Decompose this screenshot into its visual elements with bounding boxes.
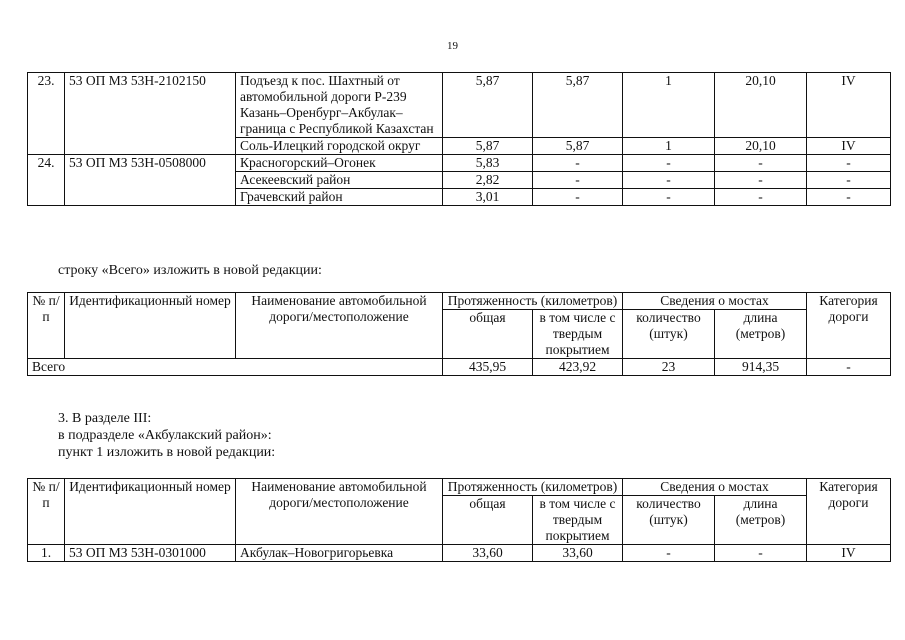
total-row [28,359,891,376]
roads-total-table [27,292,891,376]
header-bridges: Сведения о мостах [623,293,807,310]
road-category: - [807,359,891,376]
akbulak-roads-table [27,478,891,562]
hard-surface-length: 33,60 [533,545,623,562]
instruction-text: в подразделе «Акбулакский район»: [58,428,272,443]
road-category: IV [807,138,891,155]
bridge-count: - [623,172,715,189]
header-hard: в том числе с твердым покрытием [533,496,623,545]
header-total: общая [443,310,533,359]
header-count: количество (штук) [623,496,715,545]
header-bridges: Сведения о мостах [623,479,807,496]
road-category: - [807,155,891,172]
road-category: IV [807,545,891,562]
instruction-text: строку «Всего» изложить в новой редакции: [58,263,322,278]
road-category: - [807,172,891,189]
road-name: Красногорский–Огонек [236,155,443,172]
bridge-count: 23 [623,359,715,376]
hard-surface-length: 423,92 [533,359,623,376]
bridge-count: 1 [623,73,715,138]
header-length: длина (метров) [715,310,807,359]
road-id: 53 ОП МЗ 53Н-2102150 [65,73,236,155]
hard-surface-length: 5,87 [533,138,623,155]
table-row [28,545,891,562]
row-number: 1. [28,545,65,562]
total-length: 5,87 [443,73,533,138]
header-row [28,293,891,310]
roads-table-continuation [27,72,891,206]
hard-surface-length: - [533,189,623,206]
bridge-length: - [715,172,807,189]
row-number: 24. [28,155,65,206]
road-id: 53 ОП МЗ 53Н-0301000 [65,545,236,562]
header-number: № п/п [28,479,65,545]
header-length: длина (метров) [715,496,807,545]
instruction-text: пункт 1 изложить в новой редакции: [58,445,276,460]
total-label: Всего [28,359,443,376]
table-row [28,155,891,172]
header-category: Категория дороги [807,293,891,359]
bridge-length: 914,35 [715,359,807,376]
bridge-count: - [623,155,715,172]
header-number: № п/п [28,293,65,359]
header-category: Категория дороги [807,479,891,545]
hard-surface-length: - [533,172,623,189]
header-name: Наименование автомобильной дороги/местоположение [236,293,443,359]
road-category: IV [807,73,891,138]
road-id: 53 ОП МЗ 53Н-0508000 [65,155,236,206]
header-id: Идентификационный номер [65,293,236,359]
road-category: - [807,189,891,206]
section-heading: 3. В разделе III: [58,411,152,426]
header-hard: в том числе с твердым покрытием [533,310,623,359]
header-extent: Протяженность (километров) [443,479,623,496]
header-count: количество (штук) [623,310,715,359]
road-location: Асекеевский район [236,172,443,189]
header-name: Наименование автомобильной дороги/местоположение [236,479,443,545]
header-extent: Протяженность (километров) [443,293,623,310]
table-row [28,73,891,138]
bridge-length: 20,10 [715,73,807,138]
bridge-count: - [623,189,715,206]
bridge-count: 1 [623,138,715,155]
page-number: 19 [447,40,458,52]
hard-surface-length: - [533,155,623,172]
road-location: Грачевский район [236,189,443,206]
header-id: Идентификационный номер [65,479,236,545]
bridge-length: - [715,545,807,562]
bridge-count: - [623,545,715,562]
hard-surface-length: 5,87 [533,73,623,138]
bridge-length: - [715,189,807,206]
total-length: 5,83 [443,155,533,172]
header-row [28,479,891,496]
row-number: 23. [28,73,65,155]
bridge-length: - [715,155,807,172]
road-name: Подъезд к пос. Шахтный от автомобильной дороги Р-239 Казань–Оренбург–Акбулак–граница с Республикой Казахстан [236,73,443,138]
total-length: 2,82 [443,172,533,189]
total-length: 3,01 [443,189,533,206]
bridge-length: 20,10 [715,138,807,155]
total-length: 435,95 [443,359,533,376]
road-name: Акбулак–Новогригорьевка [236,545,443,562]
total-length: 33,60 [443,545,533,562]
total-length: 5,87 [443,138,533,155]
header-total: общая [443,496,533,545]
road-location: Соль-Илецкий городской округ [236,138,443,155]
